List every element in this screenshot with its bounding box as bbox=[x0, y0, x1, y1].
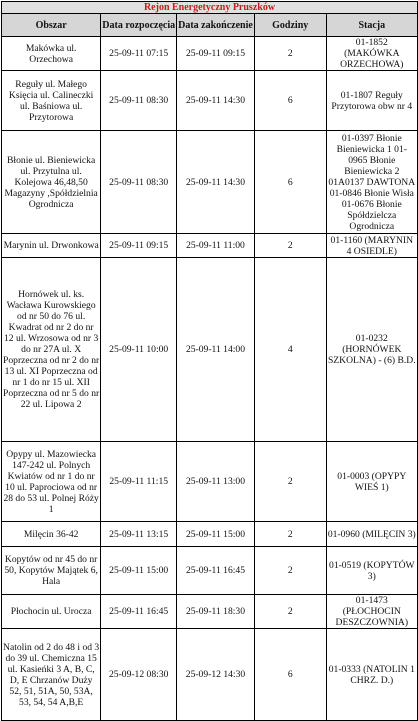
table-row bbox=[2, 71, 418, 131]
end-cell: 25-09-11 14:00 bbox=[177, 258, 255, 442]
area-cell: Reguły ul. Małego Księcia ul. Calineczki ul. Baśniowa ul. Przytorowa bbox=[2, 71, 101, 131]
table-row bbox=[2, 547, 418, 595]
hours-cell: 6 bbox=[254, 71, 326, 131]
region-title: Rejon Energetyczny Pruszków bbox=[2, 2, 418, 14]
start-cell: 25-09-11 07:15 bbox=[101, 37, 177, 71]
area-cell: Marynin ul. Drwonkowa bbox=[2, 234, 101, 258]
table-row bbox=[2, 234, 418, 258]
column-header-hours: Godziny bbox=[254, 14, 326, 37]
table-row bbox=[2, 442, 418, 522]
station-cell: 01-1160 (MARYNIN 4 OSIEDLE) bbox=[326, 234, 417, 258]
column-header-start: Data rozpoczęcia bbox=[101, 14, 177, 37]
outage-table bbox=[1, 1, 418, 721]
hours-cell: 2 bbox=[254, 37, 326, 71]
hours-cell: 4 bbox=[254, 258, 326, 442]
header-row bbox=[2, 14, 418, 37]
area-cell: Opypy ul. Mazowiecka 147-242 ul. Polnych Kwiatów od nr 1 do nr 10 ul. Paprociowa od nr 28 do 53 ul. Polnej Róży 1 bbox=[2, 442, 101, 522]
area-cell: Płochocin ul. Urocza bbox=[2, 595, 101, 629]
area-cell: Natolin od 2 do 48 i od 3 do 39 ul. Chemiczna 15 ul. Kasieńki 3 A, B, C, D, E Chrzanów Duży 52, 51, 51A, 50, 53A, 53, 54, 54 A,B,E bbox=[2, 629, 101, 721]
start-cell: 25-09-11 10:00 bbox=[101, 258, 177, 442]
station-cell: 01-1473 (PŁOCHOCIN DESZCZOWNIA) bbox=[326, 595, 417, 629]
station-cell: 01-0397 Błonie Bieniewicka 1 01-0965 Błonie Bieniewicka 2 01A0137 DAWTONA 01-0846 Błonie Wisła 01-0676 Błonie Spółdzielcza Ogrodnicza bbox=[326, 131, 417, 234]
table-row bbox=[2, 258, 418, 442]
hours-cell: 2 bbox=[254, 442, 326, 522]
end-cell: 25-09-11 14:30 bbox=[177, 131, 255, 234]
area-cell: Hornówek ul. ks. Wacława Kurowskiego od nr 50 do 76 ul. Kwadrat od nr 2 do nr 12 ul. Wrzosowa od nr 3 do nr 27A ul. X Poprzeczna od nr 2 do nr 13 ul. XI Poprzeczna od nr 1 do nr 15 ul. XII Poprzeczna od nr 5 do nr 22 ul. Lipowa 2 bbox=[2, 258, 101, 442]
hours-cell: 6 bbox=[254, 629, 326, 721]
end-cell: 25-09-11 18:30 bbox=[177, 595, 255, 629]
station-cell: 01-0519 (KOPYTÓW 3) bbox=[326, 547, 417, 595]
station-cell: 01-0232 (HORNÓWEK SZKOLNA) - (6) B.D. bbox=[326, 258, 417, 442]
column-header-area: Obszar bbox=[2, 14, 101, 37]
end-cell: 25-09-11 15:00 bbox=[177, 522, 255, 547]
area-cell: Błonie ul. Bieniewicka ul. Przytulna ul. Kolejowa 46,48,50 Magazyny ,Spółdzielnia Ogrodnicza bbox=[2, 131, 101, 234]
table-row bbox=[2, 522, 418, 547]
start-cell: 25-09-11 15:00 bbox=[101, 547, 177, 595]
end-cell: 25-09-11 11:00 bbox=[177, 234, 255, 258]
station-cell: 01-0960 (MILĘCIN 3) bbox=[326, 522, 417, 547]
column-header-end: Data zakończenie bbox=[177, 14, 255, 37]
station-cell: 01-1807 Reguły Przytorowa obw nr 4 bbox=[326, 71, 417, 131]
end-cell: 25-09-11 09:15 bbox=[177, 37, 255, 71]
station-cell: 01-1852 (MAKÓWKA ORZECHOWA) bbox=[326, 37, 417, 71]
start-cell: 25-09-11 08:30 bbox=[101, 131, 177, 234]
table-row bbox=[2, 131, 418, 234]
end-cell: 25-09-11 16:45 bbox=[177, 547, 255, 595]
start-cell: 25-09-11 13:15 bbox=[101, 522, 177, 547]
banner-row bbox=[2, 2, 418, 14]
start-cell: 25-09-12 08:30 bbox=[101, 629, 177, 721]
start-cell: 25-09-11 16:45 bbox=[101, 595, 177, 629]
table-row bbox=[2, 629, 418, 721]
start-cell: 25-09-11 11:15 bbox=[101, 442, 177, 522]
area-cell: Milęcin 36-42 bbox=[2, 522, 101, 547]
hours-cell: 2 bbox=[254, 522, 326, 547]
area-cell: Makówka ul. Orzechowa bbox=[2, 37, 101, 71]
start-cell: 25-09-11 08:30 bbox=[101, 71, 177, 131]
table-row bbox=[2, 595, 418, 629]
hours-cell: 2 bbox=[254, 547, 326, 595]
column-header-station: Stacja bbox=[326, 14, 417, 37]
hours-cell: 2 bbox=[254, 234, 326, 258]
start-cell: 25-09-11 09:15 bbox=[101, 234, 177, 258]
table-row bbox=[2, 37, 418, 71]
station-cell: 01-0003 (OPYPY WIEŚ 1) bbox=[326, 442, 417, 522]
station-cell: 01-0333 (NATOLIN 1 CHRZ. D.) bbox=[326, 629, 417, 721]
hours-cell: 2 bbox=[254, 595, 326, 629]
end-cell: 25-09-11 14:30 bbox=[177, 71, 255, 131]
area-cell: Kopytów od nr 45 do nr 50, Kopytów Majątek 6, Hala bbox=[2, 547, 101, 595]
hours-cell: 6 bbox=[254, 131, 326, 234]
end-cell: 25-09-12 14:30 bbox=[177, 629, 255, 721]
end-cell: 25-09-11 13:00 bbox=[177, 442, 255, 522]
